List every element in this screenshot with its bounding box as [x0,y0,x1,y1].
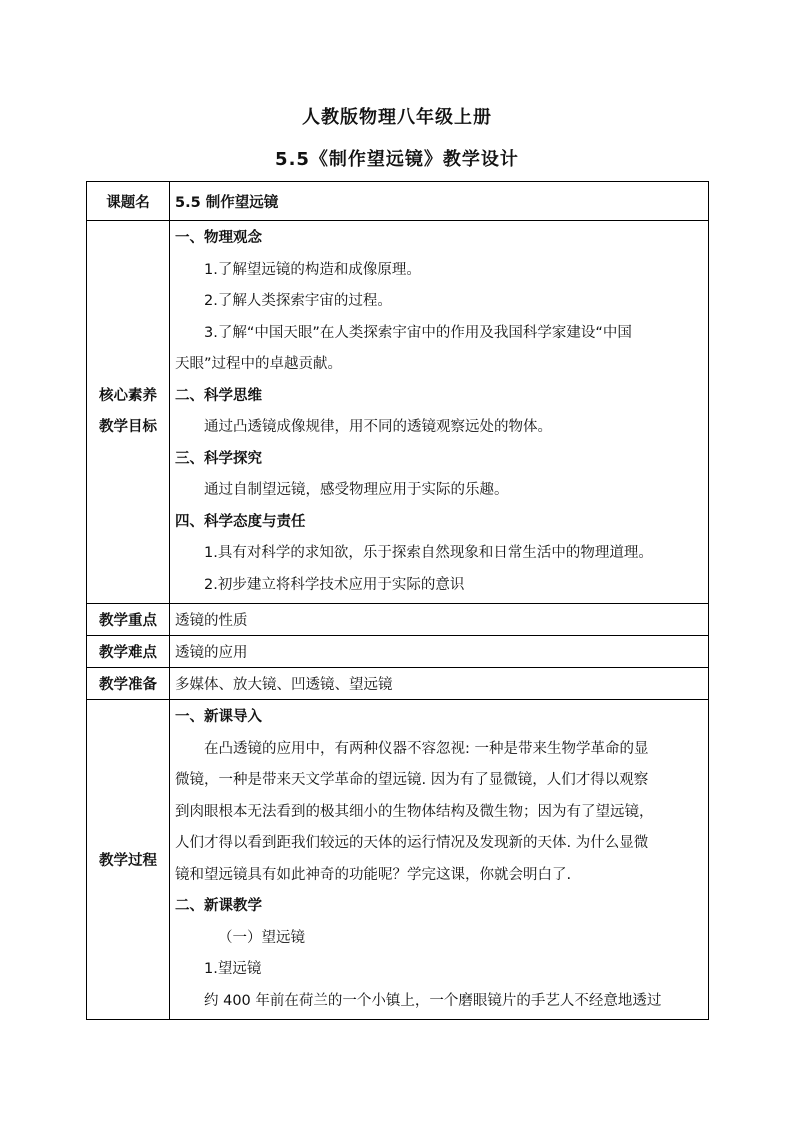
goals-text: 2.了解人类探索宇宙的过程。 [204,293,392,309]
goals-label [87,221,170,604]
lesson-title: 5.5《制作望远镜》教学设计 [275,149,519,170]
goals-text: 通过自制望远镜，感受物理应用于实际的乐趣。 [204,482,509,498]
process-text: 微镜，一种是带来天文学革命的望远镜. 因为有了显微镜，人们才得以观察 [175,772,649,788]
difficulty-label: 教学难点 [87,636,170,668]
goals-text: 3.了解“中国天眼”在人类探索宇宙中的作用及我国科学家建设“中国 [204,324,632,341]
document-title: 人教版物理八年级上册 [302,107,492,128]
process-text: 人们才得以看到距我们较远的天体的运行情况及发现新的天体. 为什么显微 [175,835,649,851]
table-row-topic [87,182,709,221]
process-heading-2: 二、新课教学 [175,898,262,914]
preparation-value: 多媒体、放大镜、凹透镜、望远镜 [170,668,709,700]
table-row-goals [87,221,709,604]
goals-text: 1.具有对科学的求知欲，乐于探索自然现象和日常生活中的物理道理。 [204,545,653,561]
goals-heading-3: 三、科学探究 [175,450,262,467]
process-item: 1.望远镜 [204,961,262,977]
key-points-label: 教学重点 [87,604,170,636]
process-text: 在凸透镜的应用中，有两种仪器不容忽视: 一种是带来生物学革命的显 [204,740,649,757]
goals-content [170,221,709,604]
goals-heading-4: 四、科学态度与责任 [175,513,306,530]
process-text: 到肉眼根本无法看到的极其细小的生物体结构及微生物；因为有了望远镜， [175,803,654,820]
process-heading-1: 一、新课导入 [175,709,262,725]
process-text: 约 400 年前在荷兰的一个小镇上，一个磨眼镜片的手艺人不经意地透过 [204,992,662,1009]
difficulty-value: 透镜的应用 [170,636,709,668]
topic-value: 5.5 制作望远镜 [170,182,709,221]
process-label: 教学过程 [87,700,170,1020]
goals-text: 1.了解望远镜的构造和成像原理。 [204,261,421,278]
goals-text: 天眼”过程中的卓越贡献。 [175,356,343,372]
preparation-label: 教学准备 [87,668,170,700]
lesson-plan-table [86,181,709,1020]
goals-text: 2.初步建立将科学技术应用于实际的意识 [204,576,465,593]
goals-text: 通过凸透镜成像规律，用不同的透镜观察远处的物体。 [204,419,552,435]
process-subheading: （一）望远镜 [218,929,305,946]
goals-heading-2: 二、科学思维 [175,387,262,404]
process-text: 镜和望远镜具有如此神奇的功能呢？学完这课，你就会明白了. [175,866,572,883]
goals-heading-1: 一、物理观念 [175,230,262,246]
goals-label-line1: 核心素养 [99,388,157,404]
table-row-preparation [87,668,709,700]
topic-label: 课题名 [87,182,170,221]
table-row-key-points [87,604,709,636]
table-row-process [87,700,709,1020]
goals-label-line2: 教学目标 [99,419,157,435]
process-content [170,700,709,1020]
key-points-value: 透镜的性质 [170,604,709,636]
table-row-difficulty [87,636,709,668]
